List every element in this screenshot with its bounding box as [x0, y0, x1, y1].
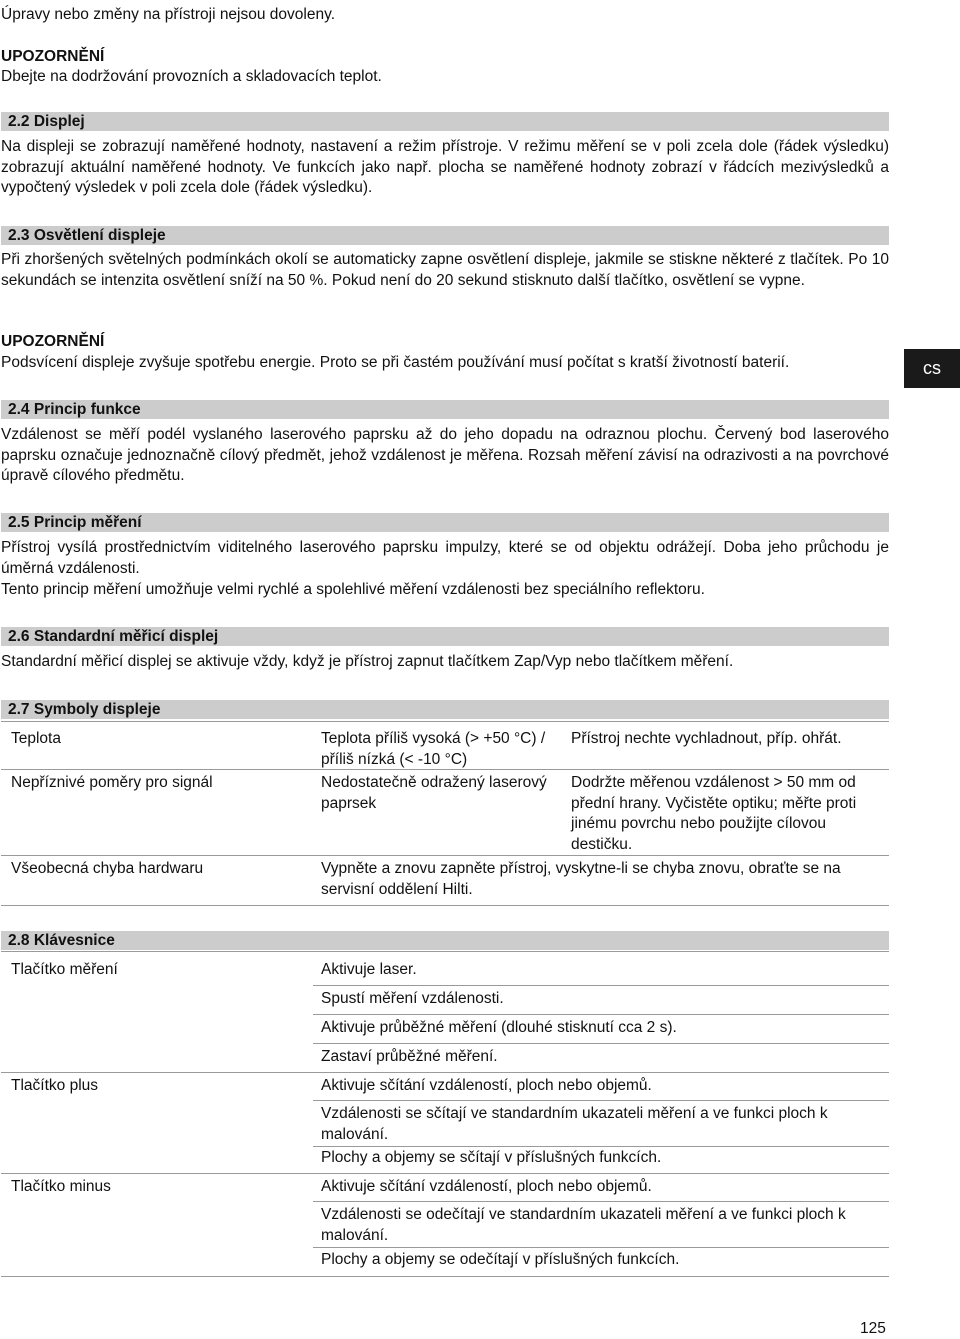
- section-heading-2-4: 2.4 Princip funkce: [1, 400, 889, 419]
- warning-title: UPOZORNĚNÍ: [1, 48, 105, 65]
- symbol-name: Teplota: [11, 730, 61, 747]
- warning-title-2: UPOZORNĚNÍ: [1, 333, 105, 350]
- section-text-2-5a: Přístroj vysílá prostřednictvím viditelného laserového paprsku impulzy, které se od objektu odrážejí. Doba jeho průchodu je úměrná vzdálenosti.: [1, 539, 889, 577]
- key-action: Vzdálenosti se sčítají ve standardním ukazateli měření a ve funkci ploch k malování.: [321, 1105, 828, 1143]
- section-text-2-5b: Tento princip měření umožňuje velmi rychlé a spolehlivé měření vzdálenosti bez speciálního reflektoru.: [1, 581, 705, 598]
- warning-text-2: Podsvícení displeje zvyšuje spotřebu energie. Proto se při častém používání musí počítat s kratší životností baterií.: [1, 354, 790, 371]
- key-name: Tlačítko plus: [11, 1077, 99, 1094]
- symbol-meaning: Nedostatečně odražený laserový paprsek: [321, 774, 547, 812]
- section-text-2-4: Vzdálenost se měří podél vyslaného laserového paprsku až do jeho dopadu na odraznou plochu. Červený bod laserového paprsku označuje jednoznačně cílový předmět, jehož vzdálenost je měřena. Rozsah měření závisí na odrazivosti a na povrchové úpravě cílového předmětu.: [1, 426, 889, 484]
- table-rule: [1, 721, 889, 722]
- page-number: 125: [860, 1320, 886, 1337]
- key-action: Vzdálenosti se odečítají ve standardním ukazateli měření a ve funkci ploch k malování.: [321, 1206, 846, 1244]
- table-rule: [1, 855, 889, 856]
- table-rule: [1, 1173, 889, 1174]
- row-divider: [313, 1201, 889, 1202]
- table-rule: [1, 951, 889, 952]
- section-heading-2-2: 2.2 Displej: [1, 112, 889, 131]
- section-heading-2-3: 2.3 Osvětlení displeje: [1, 226, 889, 245]
- symbol-meaning: Vypněte a znovu zapněte přístroj, vyskytne-li se chyba znovu, obraťte se na servisní oddělení Hilti.: [321, 860, 841, 898]
- section-text-2-6: Standardní měřicí displej se aktivuje vždy, když je přístroj zapnut tlačítkem Zap/Vyp nebo tlačítkem měření.: [1, 653, 734, 670]
- row-divider: [313, 1043, 889, 1044]
- language-tab: cs: [904, 349, 960, 388]
- section-text-2-3: Při zhoršených světelných podmínkách okolí se automaticky zapne osvětlení displeje, jakmile se stiskne některé z tlačítek. Po 10 sekundách se intenzita osvětlení sníží na 50 %. Pokud není do 20 sekund stisknuto další tlačítko, osvětlení se vypne.: [1, 251, 889, 289]
- symbol-name: Nepříznivé poměry pro signál: [11, 774, 213, 791]
- row-divider: [313, 1146, 889, 1147]
- warning-text: Dbejte na dodržování provozních a skladovacích teplot.: [1, 68, 382, 85]
- symbol-meaning: Teplota příliš vysoká (> +50 °C) / příliš nízká (< -10 °C): [321, 730, 546, 768]
- table-rule: [1, 1276, 889, 1277]
- symbol-action: Přístroj nechte vychladnout, příp. ohřát.: [571, 730, 842, 747]
- key-action: Spustí měření vzdálenosti.: [321, 990, 504, 1007]
- row-divider: [313, 1247, 889, 1248]
- table-rule: [1, 769, 889, 770]
- row-divider: [313, 1014, 889, 1015]
- row-divider: [313, 1100, 889, 1101]
- key-name: Tlačítko minus: [11, 1178, 111, 1195]
- key-action: Plochy a objemy se odečítají v příslušných funkcích.: [321, 1251, 680, 1268]
- row-divider: [313, 985, 889, 986]
- key-action: Plochy a objemy se sčítají v příslušných funkcích.: [321, 1149, 662, 1166]
- section-heading-2-6: 2.6 Standardní měřicí displej: [1, 627, 889, 646]
- symbol-name: Všeobecná chyba hardwaru: [11, 860, 204, 877]
- table-rule: [1, 905, 889, 906]
- key-action: Aktivuje průběžné měření (dlouhé stisknutí cca 2 s).: [321, 1019, 677, 1036]
- key-action: Aktivuje sčítání vzdáleností, ploch nebo objemů.: [321, 1077, 652, 1094]
- symbol-action: Dodržte měřenou vzdálenost > 50 mm od přední hrany. Vyčistěte optiku; měřte proti jinému povrchu nebo použijte cílovou destičku.: [571, 774, 857, 853]
- intro-line: Úpravy nebo změny na přístroji nejsou dovoleny.: [1, 6, 335, 23]
- key-name: Tlačítko měření: [11, 961, 118, 978]
- section-heading-2-5: 2.5 Princip měření: [1, 513, 889, 532]
- key-action: Aktivuje sčítání vzdáleností, ploch nebo objemů.: [321, 1178, 652, 1195]
- section-heading-2-7: 2.7 Symboly displeje: [1, 700, 889, 719]
- table-rule: [1, 1072, 889, 1073]
- key-action: Zastaví průběžné měření.: [321, 1048, 498, 1065]
- key-action: Aktivuje laser.: [321, 961, 417, 978]
- section-text-2-2: Na displeji se zobrazují naměřené hodnoty, nastavení a režim přístroje. V režimu měření se v poli zcela dole (řádek výsledku) zobrazují aktuální naměřené hodnoty. Ve funkcích jako např. plocha se naměřené hodnoty zobrazí v řádcích mezivýsledků a vypočtený výsledek v poli zcela dole (řádek výsledku).: [1, 138, 889, 196]
- section-heading-2-8: 2.8 Klávesnice: [1, 931, 889, 950]
